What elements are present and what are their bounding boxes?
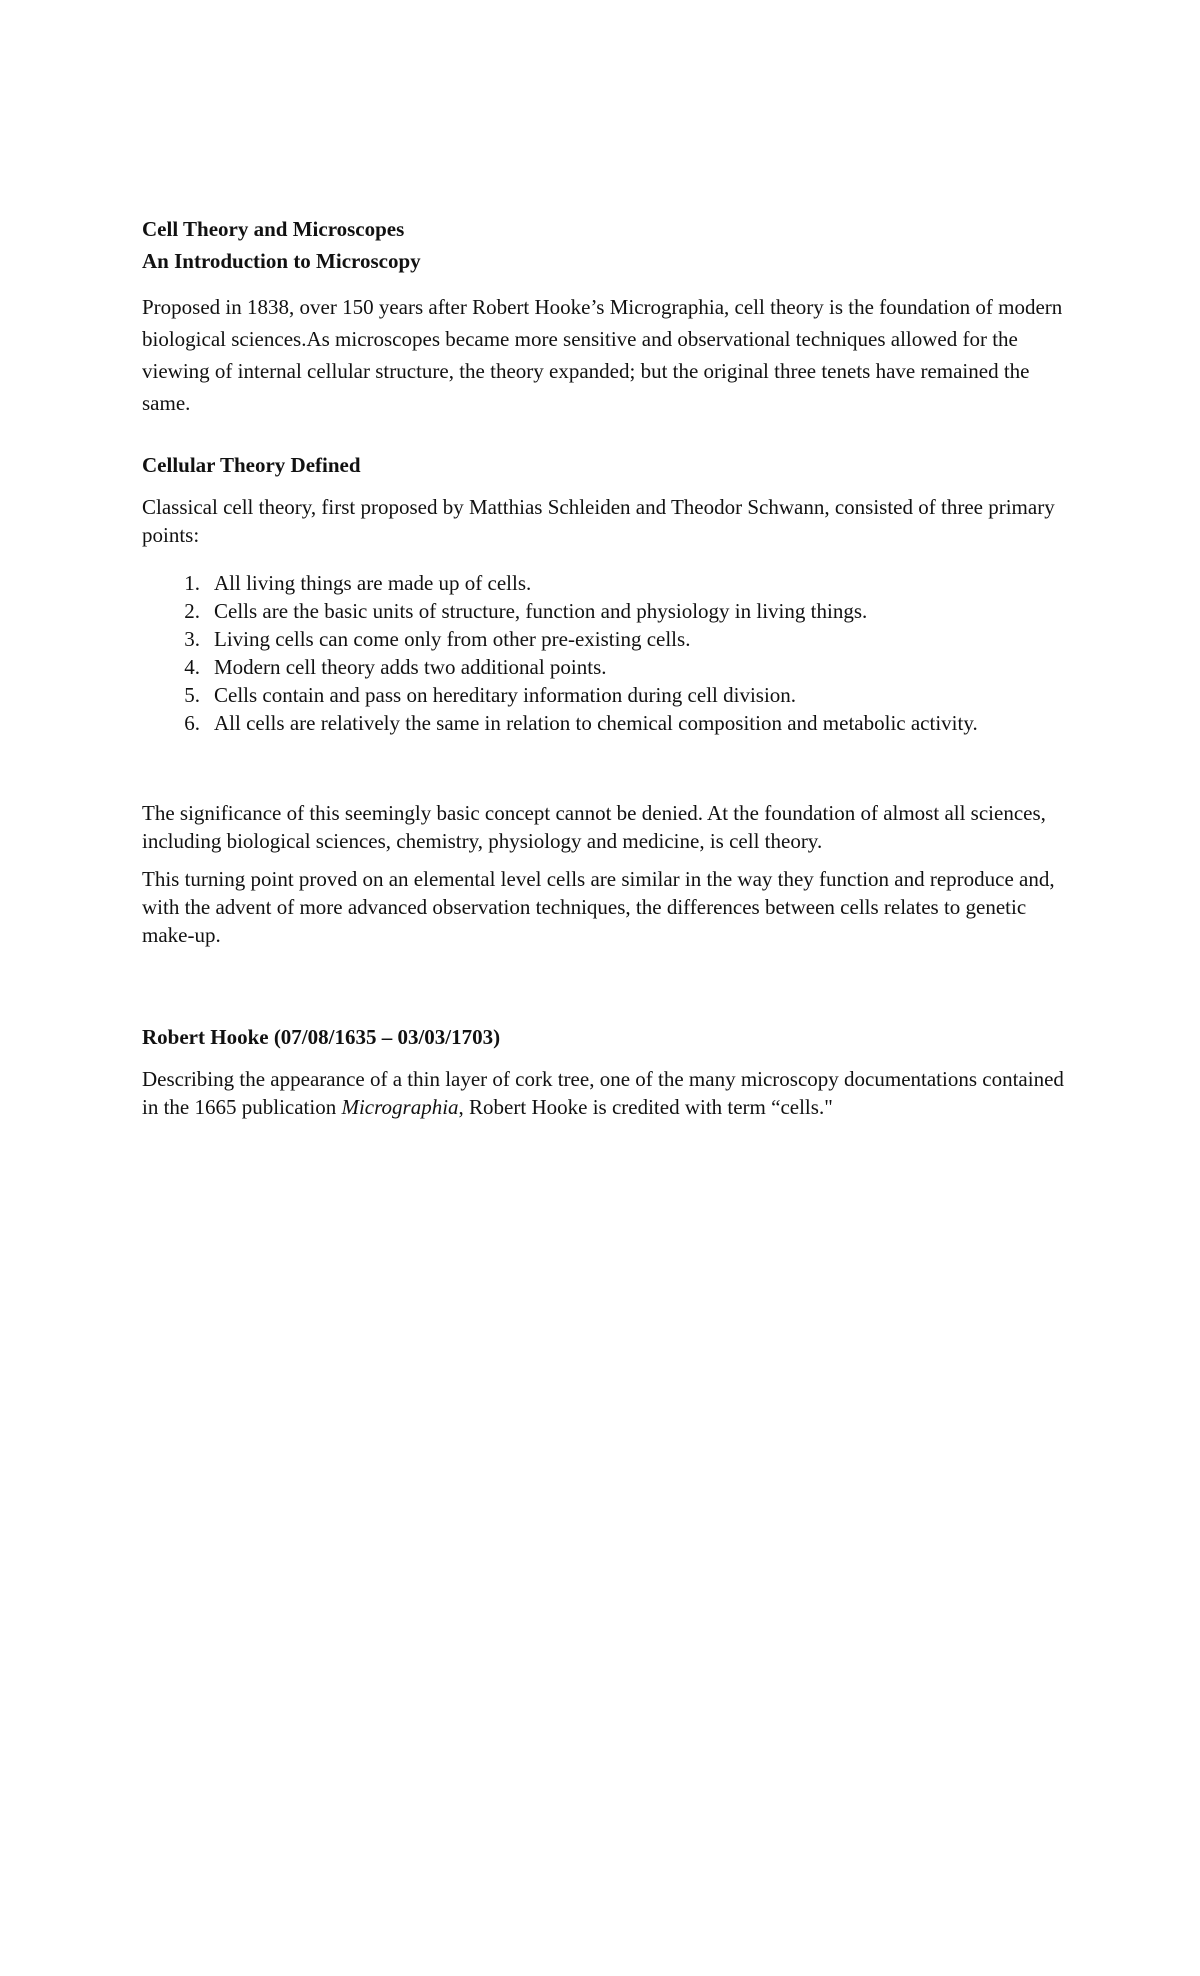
section-heading-robert-hooke: Robert Hooke (07/08/1635 – 03/03/1703) [142,1025,501,1049]
list-item [142,681,1072,709]
list-item [142,597,1072,625]
list-item-number: 3. [184,627,200,651]
list-item-number: 2. [184,599,200,623]
turning-point-paragraph: This turning point proved on an elemental level cells are similar in the way they function and reproduce and, with the advent of more advanced observation techniques, the differences between cells relates to genetic make-up. [142,867,1055,947]
list-item-text: Living cells can come only from other pre-existing cells. [214,627,691,651]
list-item [142,625,1072,653]
list-item [142,709,1072,737]
list-item-number: 5. [184,683,200,707]
hooke-text-before: Describing the appearance of a thin layer of cork tree, one of the many microscopy documentations contained in the 1665 publication [142,1067,1064,1119]
list-item-number: 4. [184,655,200,679]
list-item [142,653,1072,681]
hooke-text-after: , Robert Hooke is credited with term “cells." [458,1095,833,1119]
list-item-text: Modern cell theory adds two additional points. [214,655,607,679]
cell-theory-points-list [142,569,1072,737]
document-subtitle: An Introduction to Microscopy [142,249,421,273]
list-item [142,569,1072,597]
list-item-text: All living things are made up of cells. [214,571,532,595]
significance-paragraph: The significance of this seemingly basic concept cannot be denied. At the foundation of almost all sciences, including biological sciences, chemistry, physiology and medicine, is cell theory. [142,801,1046,853]
hooke-paragraph [142,1065,1072,1121]
document-body [142,213,1072,1121]
list-item-number: 1. [184,571,200,595]
section-heading-cellular-theory: Cellular Theory Defined [142,453,361,477]
micrographia-title: Micrographia [341,1095,459,1119]
list-item-text: All cells are relatively the same in relation to chemical composition and metabolic activity. [214,711,978,735]
cell-theory-lead-paragraph: Classical cell theory, first proposed by Matthias Schleiden and Theodor Schwann, consisted of three primary points: [142,495,1055,547]
list-item-text: Cells are the basic units of structure, function and physiology in living things. [214,599,868,623]
list-item-number: 6. [184,711,200,735]
document-title: Cell Theory and Microscopes [142,217,405,241]
list-item-text: Cells contain and pass on hereditary information during cell division. [214,683,797,707]
intro-paragraph: Proposed in 1838, over 150 years after Robert Hooke’s Micrographia, cell theory is the foundation of modern biological sciences.As microscopes became more sensitive and observational techniques allowed for the viewing of internal cellular structure, the theory expanded; but the original three tenets have remained the same. [142,295,1063,415]
